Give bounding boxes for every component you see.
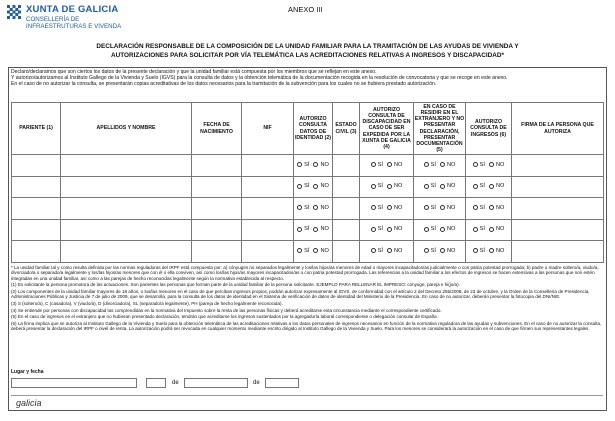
fecha-nacimiento-cell[interactable] bbox=[192, 176, 242, 198]
yes-label: SÍ bbox=[430, 183, 436, 189]
consulta-ingresos-cell bbox=[466, 176, 512, 198]
declaration-p2: Y autorizo/autorizamos al Instituto Gallego de la Vivienda y Suelo (IGVS) para la consulta de datos y la obtención telemática de la documentación recogida en la resolución de convocatoria y que se recoge en este anexo. bbox=[11, 75, 508, 82]
xunta-emblem-icon bbox=[6, 4, 22, 20]
no-label: NO bbox=[446, 161, 456, 168]
day-field[interactable] bbox=[146, 378, 166, 388]
xunta-logo bbox=[6, 4, 156, 32]
galicia-footer-logo: galicia bbox=[16, 398, 42, 408]
no-label: NO bbox=[320, 183, 329, 189]
consulta-ingresos-cell bbox=[466, 219, 512, 241]
nif-cell[interactable] bbox=[242, 176, 294, 198]
yes-radio[interactable] bbox=[473, 184, 478, 189]
no-radio[interactable] bbox=[489, 162, 494, 167]
de-label-2: de bbox=[253, 380, 260, 386]
consulta-ingresos-cell bbox=[466, 198, 512, 220]
table-header-row bbox=[12, 103, 604, 155]
consulta-ingresos-cell bbox=[466, 241, 512, 263]
no-label: NO bbox=[446, 204, 456, 211]
apellidos-nombre-cell[interactable] bbox=[61, 155, 192, 177]
logo-line2: INFRAESTRUTURAS E VIVENDA bbox=[26, 23, 122, 30]
yes-label: SÍ bbox=[304, 247, 310, 254]
nif-cell[interactable] bbox=[242, 219, 294, 241]
yes-label: SÍ bbox=[304, 204, 310, 211]
header-apellidos-nombre: APELLIDOS Y NOMBRE bbox=[61, 103, 192, 155]
no-radio[interactable] bbox=[440, 248, 445, 253]
no-label: NO bbox=[495, 161, 505, 168]
header-nif: NIF bbox=[242, 103, 294, 155]
header-consulta-ingresos: AUTORIZO CONSULTA DE INGRESOS (6) bbox=[466, 103, 512, 155]
consulta-discapacidad-cell bbox=[360, 198, 414, 220]
yes-radio[interactable] bbox=[371, 227, 376, 232]
estado-civil-cell[interactable] bbox=[333, 176, 360, 198]
estado-civil-cell[interactable] bbox=[333, 241, 360, 263]
title-line2: AUTORIZACIONES PARA SOLICITAR POR VÍA TELEMÁTICA LAS ACREDITACIONES RELATIVAS A INGRESOS Y DISCAPACIDAD* bbox=[110, 51, 505, 59]
yes-label: SÍ bbox=[430, 226, 436, 232]
yes-label: SÍ bbox=[304, 226, 310, 232]
table-row bbox=[12, 198, 604, 220]
no-radio[interactable] bbox=[387, 162, 392, 167]
consulta-identidad-cell bbox=[294, 241, 333, 263]
no-label: NO bbox=[446, 183, 456, 189]
no-label: NO bbox=[495, 247, 505, 254]
footnotes bbox=[11, 265, 603, 333]
header-extranjero: EN CASO DE RESIDIR EN EL EXTRANJERO Y NO PRESENTAR DECLARACIÓN, PRESENTAR DOCUMENTACIÓN (5) bbox=[414, 103, 465, 154]
month-field[interactable] bbox=[184, 378, 248, 388]
nif-cell[interactable] bbox=[242, 241, 294, 263]
consulta-identidad-cell bbox=[294, 219, 333, 241]
yes-radio[interactable] bbox=[424, 184, 429, 189]
yes-label: SÍ bbox=[377, 247, 383, 254]
consulta-identidad-cell bbox=[294, 155, 333, 177]
pariente-cell[interactable] bbox=[12, 176, 61, 198]
no-radio[interactable] bbox=[489, 248, 494, 253]
no-label: NO bbox=[393, 226, 403, 232]
yes-label: SÍ bbox=[377, 161, 383, 168]
logo-title: XUNTA DE GALICIA bbox=[26, 4, 119, 15]
no-label: NO bbox=[320, 161, 329, 168]
header-fecha-nacimiento: FECHA DE NACIMIENTO bbox=[192, 103, 242, 155]
yes-radio[interactable] bbox=[473, 248, 478, 253]
yes-radio[interactable] bbox=[371, 248, 376, 253]
no-radio[interactable] bbox=[387, 205, 392, 210]
yes-radio[interactable] bbox=[424, 162, 429, 167]
extranjero-cell bbox=[414, 219, 466, 241]
no-label: NO bbox=[495, 226, 505, 232]
no-radio[interactable] bbox=[387, 227, 392, 232]
yes-radio[interactable] bbox=[473, 162, 478, 167]
firma-cell[interactable] bbox=[512, 198, 604, 220]
fecha-nacimiento-cell[interactable] bbox=[192, 219, 242, 241]
estado-civil-cell[interactable] bbox=[333, 198, 360, 220]
yes-radio[interactable] bbox=[297, 248, 302, 253]
annex-label: ANEXO III bbox=[288, 5, 323, 14]
yes-label: SÍ bbox=[479, 183, 485, 189]
no-label: NO bbox=[393, 204, 403, 211]
table-row bbox=[12, 155, 604, 177]
extranjero-cell bbox=[414, 241, 466, 263]
apellidos-nombre-cell[interactable] bbox=[61, 198, 192, 220]
consulta-discapacidad-cell bbox=[360, 176, 414, 198]
no-radio[interactable] bbox=[440, 162, 445, 167]
no-radio[interactable] bbox=[313, 227, 318, 232]
fecha-nacimiento-cell[interactable] bbox=[192, 155, 242, 177]
estado-civil-cell[interactable] bbox=[333, 219, 360, 241]
yes-radio[interactable] bbox=[473, 227, 478, 232]
no-label: NO bbox=[495, 204, 505, 211]
table-row bbox=[12, 241, 604, 263]
firma-cell[interactable] bbox=[512, 241, 604, 263]
yes-radio[interactable] bbox=[424, 248, 429, 253]
yes-label: SÍ bbox=[479, 204, 485, 211]
title-line1: DECLARACIÓN RESPONSABLE DE LA COMPOSICIÓN DE LA UNIDAD FAMILIAR PARA LA TRAMITACIÓN DE LAS AYUDAS DE VIVIENDA Y bbox=[96, 43, 519, 50]
table-row bbox=[12, 219, 604, 241]
no-label: NO bbox=[446, 247, 456, 254]
yes-radio[interactable] bbox=[371, 162, 376, 167]
yes-label: SÍ bbox=[479, 247, 485, 254]
no-label: NO bbox=[320, 247, 329, 254]
yes-label: SÍ bbox=[430, 204, 436, 211]
footnote-1: (1) Es solicitante la persona promotora de las actuaciones. Son parientes las personas que forman parte de la unidad familiar de la persona solicitante. EJEMPLO PARA RELLENAR EL IMPRESO: cónyuge, pareja e hi(jo/a). bbox=[11, 282, 460, 288]
fecha-nacimiento-cell[interactable] bbox=[192, 241, 242, 263]
no-radio[interactable] bbox=[313, 205, 318, 210]
no-radio[interactable] bbox=[387, 184, 392, 189]
no-label: NO bbox=[446, 226, 456, 232]
no-radio[interactable] bbox=[313, 162, 318, 167]
yes-radio[interactable] bbox=[473, 205, 478, 210]
logo-line1: CONSELLERÍA DE bbox=[26, 16, 80, 23]
consulta-identidad-cell bbox=[294, 176, 333, 198]
document-title bbox=[60, 43, 555, 60]
no-radio[interactable] bbox=[313, 248, 318, 253]
yes-radio[interactable] bbox=[424, 205, 429, 210]
yes-radio[interactable] bbox=[371, 205, 376, 210]
footer-divider bbox=[11, 395, 603, 396]
no-radio[interactable] bbox=[489, 227, 494, 232]
header-pariente: PARIENTE (1) bbox=[12, 103, 61, 155]
pariente-cell[interactable] bbox=[12, 241, 61, 263]
family-members-table bbox=[11, 102, 604, 263]
consulta-discapacidad-cell bbox=[360, 219, 414, 241]
footnote-5: (5) En el caso de ingresos en el extranjero que no hubieran presentado declaración, tendrán que acreditarse los ingresos sustentados por la agregaduría laboral correspondiente o delegación consular de España. bbox=[11, 314, 438, 320]
footnote-star: * La unidad familiar tal y como resulta definida por las normas reguladoras del IRPF está compuesta por: a) cónyuges no separados legalmente y los/las hijos/as menores de edad o mayores incapacitados/as judicialmente o con patria potestad prorrogada; b) padre o madre soltero/a, viudo/a, divorciado/a o separado/a legalmente y los/las hijos/as menores que con él o ella conviven, así como los/las hijos/as mayores incapacitados/as o con patria potestad prorrogada. Las referencias a la unidad familiar a los efectos de ingresos se hacen extensivas a las personas que non estén integradas en una unidad familiar, así como a las parejas de hecho reconocidas legalmente según la normativa establecida al respecto. bbox=[11, 265, 599, 281]
no-radio[interactable] bbox=[489, 205, 494, 210]
place-date-label: Lugar y fecha bbox=[11, 369, 44, 375]
no-radio[interactable] bbox=[440, 184, 445, 189]
header-estado-civil: ESTADO CIVIL (3) bbox=[333, 103, 360, 155]
yes-label: SÍ bbox=[304, 183, 310, 189]
apellidos-nombre-cell[interactable] bbox=[61, 219, 192, 241]
footnote-6: (6) La firma implica que se autoriza al Instituto Gallego de la Vivienda y Suelo para la obtención telemática de las acreditaciones relativas a los datos personales de ingresos necesarios en función de la normativa reguladora de las ayudas y subvenciones. En el caso de no autorizar la consulta, deberá presentar la declaración del IRPF o nivel de renta. La autorización podrá ser revocada en cualquier momento mediante escrito dirigido al Instituto Gallego de la Vivienda y Suelo. Para los menores se considerará la autorización en el caso de que firmen sus representantes legales. bbox=[11, 320, 602, 332]
apellidos-nombre-cell[interactable] bbox=[61, 176, 192, 198]
estado-civil-cell[interactable] bbox=[333, 155, 360, 177]
declaration-p1: Declaro/declaramos que son ciertos los datos de la presente declaración y que la unidad familiar está compuesta por los miembros que se reflejan en este anexo. bbox=[11, 69, 377, 75]
consulta-identidad-cell bbox=[294, 198, 333, 220]
yes-radio[interactable] bbox=[371, 184, 376, 189]
no-label: NO bbox=[495, 183, 505, 189]
yes-radio[interactable] bbox=[297, 162, 302, 167]
footnote-2: (2) Los componentes de la unidad familiar mayores de 18 años, o los/las menores en el caso de que perciban ingresos propios, podrán autorizar expresamente al IGVS, de conformidad con el artículo 2 del Decreto 255/2008, de 23 de octubre, y la Orden de la Consellería de Presidencia, Administraciones Públicas y Justicia de 7 de julio de 2009, que se desarrolla, para la consulta de los datos de identidad en el Sistema de verificación de datos de identidad del Ministerio de la Presidencia. En caso de no autorizar, deberán presentar la fotocopia del DNI/NIE. bbox=[11, 289, 590, 300]
footnote-4: (4) Se entiende por personas con discapacidad las comprendidas en la normativa del Impuesto sobre la renta de las personas físicas y deberá acreditarse esta circunstancia mediante el correspondiente certificado. bbox=[11, 307, 442, 313]
yes-label: SÍ bbox=[377, 226, 383, 232]
yes-label: SÍ bbox=[377, 183, 383, 189]
apellidos-nombre-cell[interactable] bbox=[61, 241, 192, 263]
consulta-discapacidad-cell bbox=[360, 155, 414, 177]
nif-cell[interactable] bbox=[242, 198, 294, 220]
extranjero-cell bbox=[414, 198, 466, 220]
no-label: NO bbox=[320, 226, 329, 232]
no-label: NO bbox=[320, 204, 329, 211]
no-label: NO bbox=[393, 183, 403, 189]
no-radio[interactable] bbox=[440, 227, 445, 232]
yes-radio[interactable] bbox=[424, 227, 429, 232]
place-field[interactable] bbox=[11, 378, 137, 388]
fecha-nacimiento-cell[interactable] bbox=[192, 198, 242, 220]
yes-radio[interactable] bbox=[297, 205, 302, 210]
logo-subtitle bbox=[26, 16, 121, 30]
yes-label: SÍ bbox=[479, 161, 485, 168]
table-row bbox=[12, 176, 604, 198]
yes-label: SÍ bbox=[479, 226, 485, 232]
yes-label: SÍ bbox=[304, 161, 310, 168]
firma-cell[interactable] bbox=[512, 219, 604, 241]
no-radio[interactable] bbox=[489, 184, 494, 189]
header-firma: FIRMA DE LA PERSONA QUE AUTORIZA bbox=[512, 103, 604, 155]
year-field[interactable] bbox=[265, 378, 299, 388]
declaration-text bbox=[11, 69, 603, 88]
footnote-3: (3) S (soltero/a), C (casado/a), V (viudo/a), D (divorciado/a), SL (separado/a legalmente), PH (pareja de hecho legalmente reconocida). bbox=[11, 301, 283, 306]
extranjero-cell bbox=[414, 176, 466, 198]
no-label: NO bbox=[393, 161, 403, 168]
firma-cell[interactable] bbox=[512, 155, 604, 177]
no-radio[interactable] bbox=[313, 184, 318, 189]
header-consulta-identidad: AUTORIZO CONSULTA DATOS DE IDENTIDAD (2) bbox=[294, 103, 333, 155]
table-body bbox=[12, 155, 604, 263]
no-radio[interactable] bbox=[440, 205, 445, 210]
pariente-cell[interactable] bbox=[12, 198, 61, 220]
consulta-discapacidad-cell bbox=[360, 241, 414, 263]
nif-cell[interactable] bbox=[242, 155, 294, 177]
yes-label: SÍ bbox=[377, 204, 383, 211]
declaration-p3: En el caso de no autorizar la consulta, se presentarán copias acreditativas de los datos necesarios para la tramitación de la subvención para los cuales no se hubiera prestado autorización. bbox=[11, 81, 437, 88]
de-label-1: de bbox=[172, 380, 179, 386]
no-label: NO bbox=[393, 247, 403, 254]
yes-radio[interactable] bbox=[297, 184, 302, 189]
header-consulta-discapacidad: AUTORIZO CONSULTA DE DISCAPACIDAD EN CASO DE SER EXPEDIDA POR LA XUNTA DE GALICIA (4) bbox=[360, 103, 414, 155]
yes-radio[interactable] bbox=[297, 227, 302, 232]
pariente-cell[interactable] bbox=[12, 155, 61, 177]
yes-label: SÍ bbox=[430, 161, 436, 168]
firma-cell[interactable] bbox=[512, 176, 604, 198]
extranjero-cell bbox=[414, 155, 466, 177]
no-radio[interactable] bbox=[387, 248, 392, 253]
consulta-ingresos-cell bbox=[466, 155, 512, 177]
pariente-cell[interactable] bbox=[12, 219, 61, 241]
yes-label: SÍ bbox=[430, 247, 436, 254]
